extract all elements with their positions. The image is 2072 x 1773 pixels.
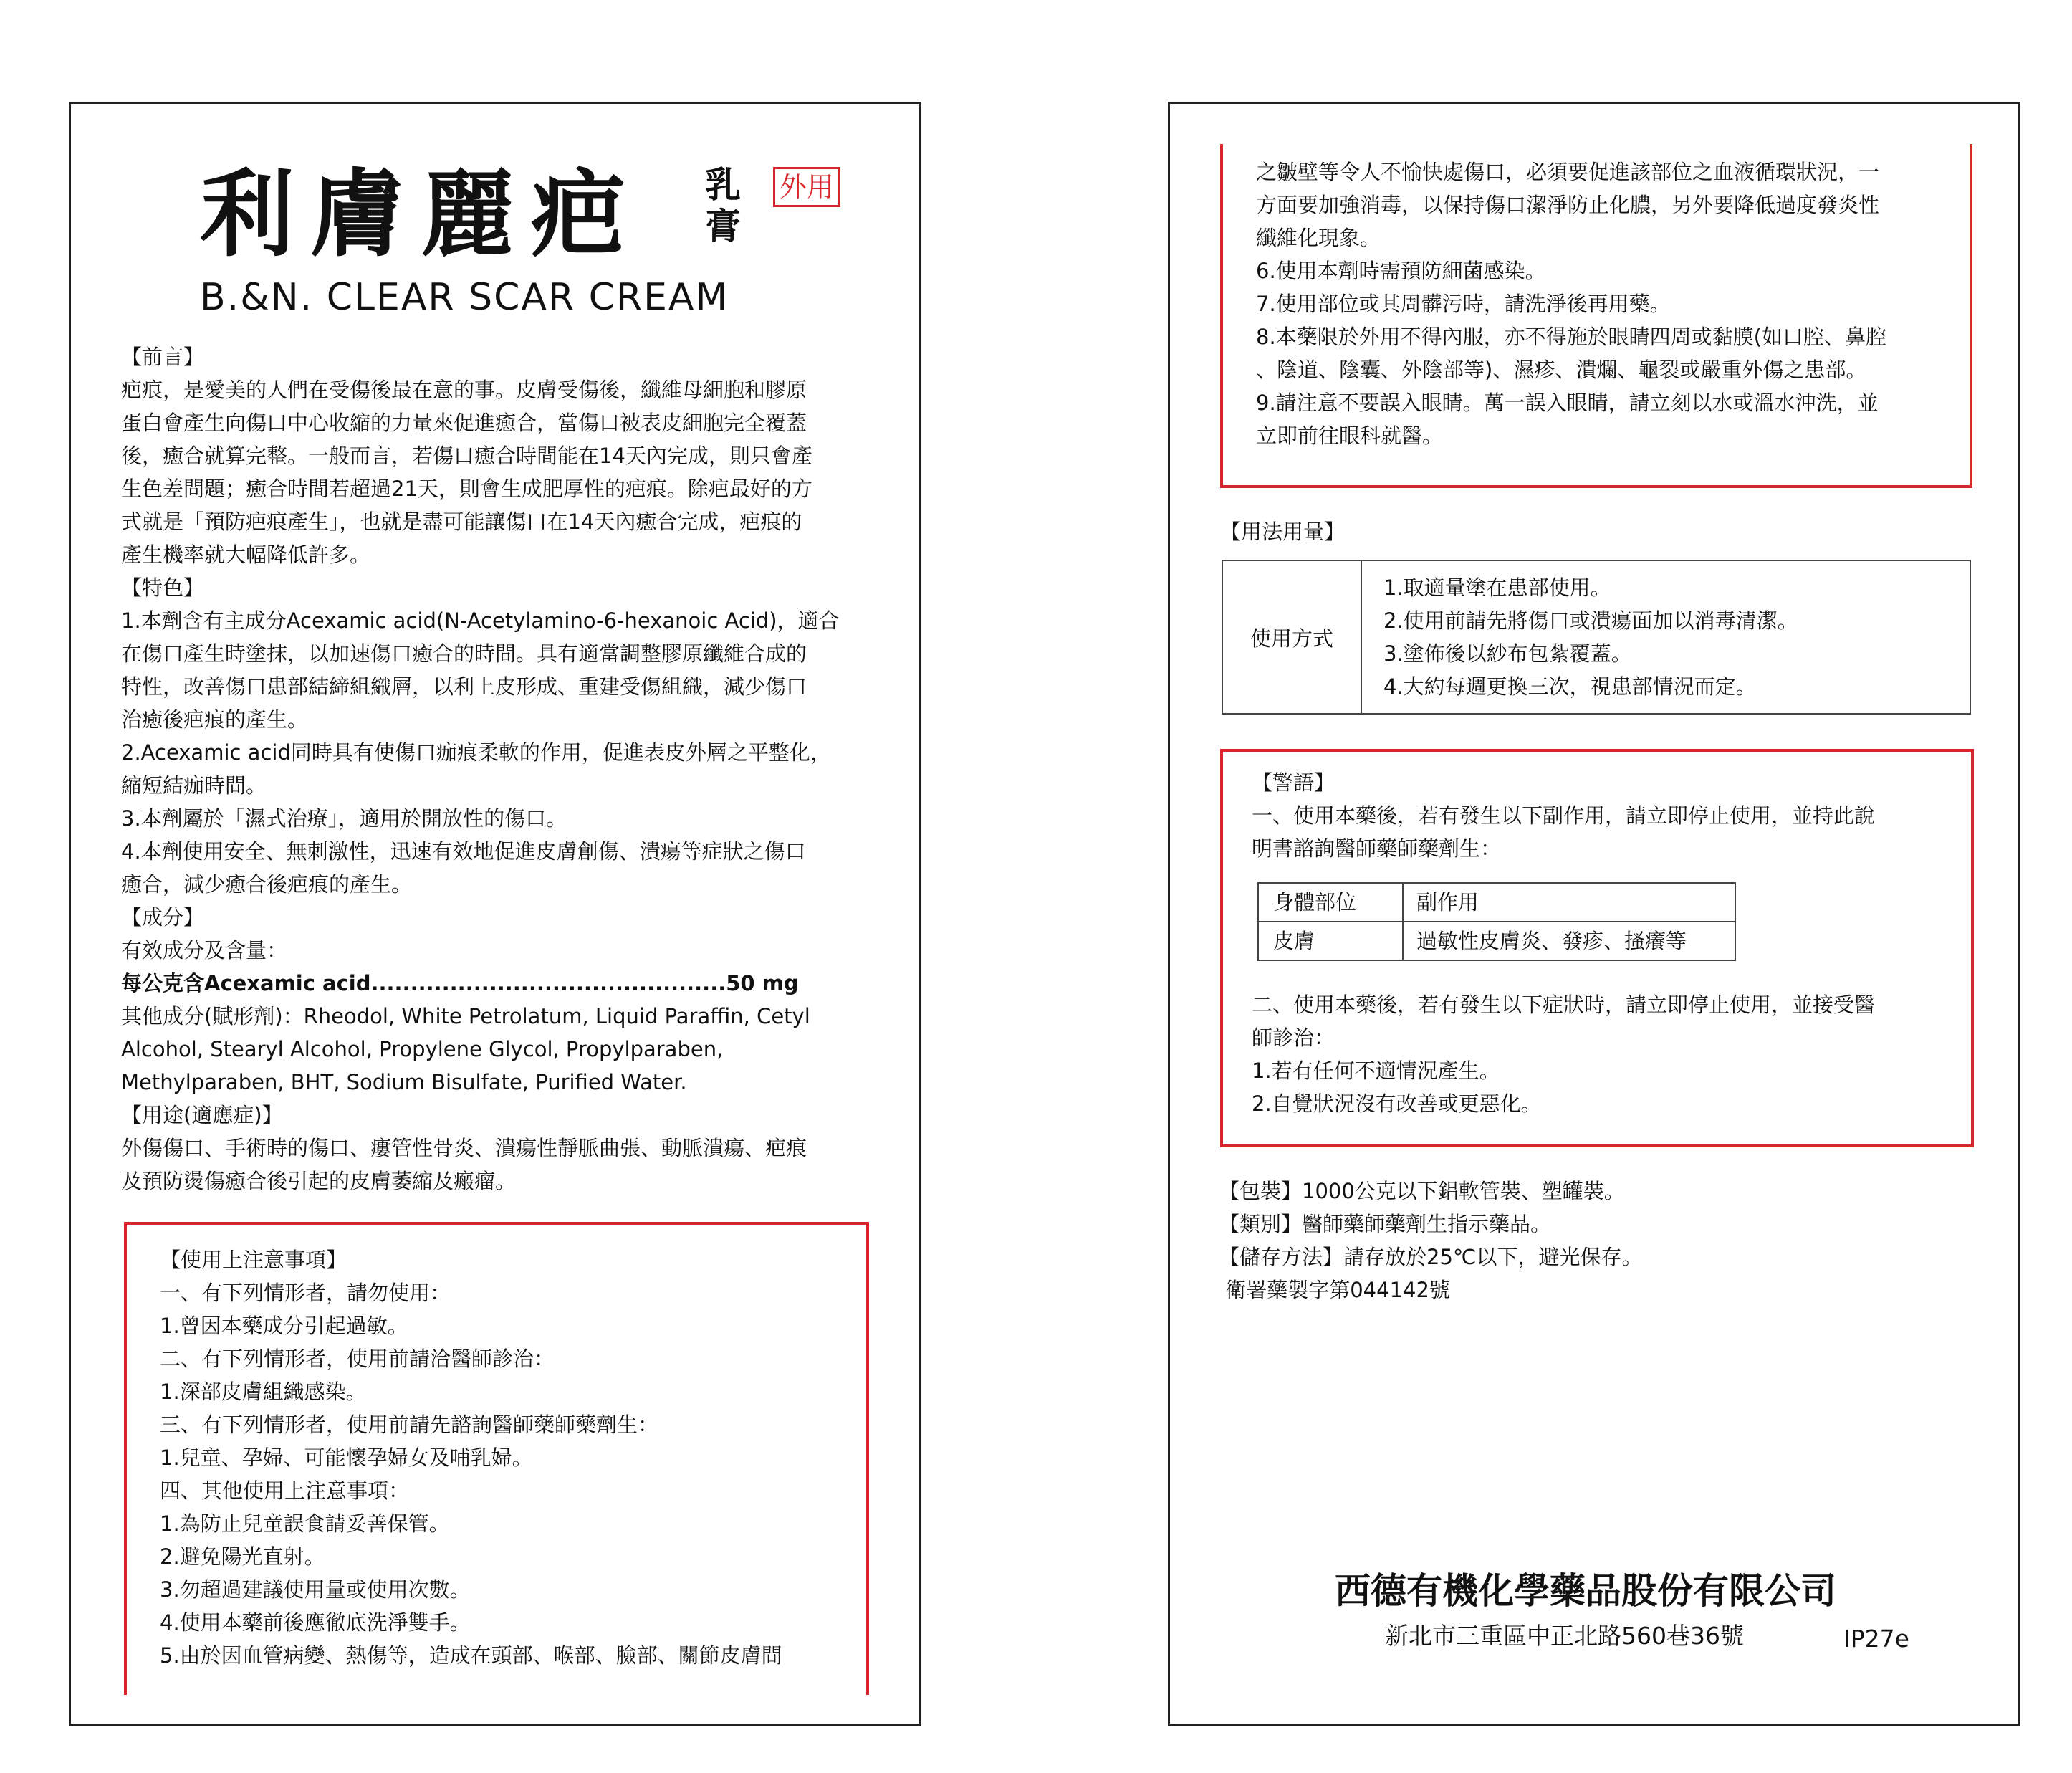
precaution-line: 4.使用本藥前後應徹底洗淨雙手。 (160, 1610, 471, 1635)
precaution-line: 一、有下列情形者，請勿使用： (160, 1281, 451, 1305)
precaution-line: 7.使用部位或其周髒污時，請洗淨後再用藥。 (1256, 292, 1671, 316)
intro-line: 後，癒合就算完整。一般而言，若傷口癒合時間能在14天內完成，則只會產 (121, 444, 812, 468)
precaution-line: 三、有下列情形者，使用前請先諮詢醫師藥師藥劑生： (160, 1413, 659, 1437)
product-form-char-1: 乳 (705, 164, 741, 206)
product-title: 利膚麗疤 (200, 160, 641, 270)
precautions-continued-text (1256, 156, 1886, 452)
warning-line: 二、使用本藥後，若有發生以下症狀時，請立即停止使用，並接受醫 (1252, 993, 1876, 1017)
precaution-line: 二、有下列情形者，使用前請洽醫師診治： (160, 1347, 555, 1371)
table-header-cell: 副作用 (1403, 883, 1735, 922)
precaution-line: 6.使用本劑時需預防細菌感染。 (1256, 259, 1546, 283)
warning-line: 1.若有任何不適情況產生。 (1252, 1058, 1500, 1083)
warning-line: 一、使用本藥後，若有發生以下副作用，請立即停止使用，並持此說 (1252, 803, 1876, 828)
feature-line: 1.本劑含有主成分Acexamic acid(N-Acetylamino-6-hexanoic Acid)，適合 (121, 608, 840, 633)
usage-item: 1.取適量塗在患部使用。 (1383, 575, 1611, 600)
company-name: 西德有機化學藥品股份有限公司 (1335, 1570, 1836, 1612)
external-use-badge: 外用 (773, 167, 840, 207)
table-cell: 皮膚 (1258, 922, 1403, 960)
usage-item: 4.大約每週更換三次，視患部情況而定。 (1383, 674, 1757, 699)
precautions-box (124, 1222, 869, 1695)
section-heading-indications: 【用途(適應症)】 (121, 1103, 283, 1127)
precaution-line: 1.兒童、孕婦、可能懷孕婦女及哺乳婦。 (160, 1445, 533, 1470)
table-cell: 過敏性皮膚炎、發疹、搔癢等 (1403, 922, 1735, 960)
feature-line: 3.本劑屬於「濕式治療」，適用於開放性的傷口。 (121, 806, 567, 831)
usage-label-cell: 使用方式 (1222, 560, 1361, 714)
precaution-line: 5.由於因血管病變、熱傷等，造成在頭部、喉部、臉部、關節皮膚間 (160, 1643, 782, 1668)
warnings-heading: 【警語】 (1252, 770, 1335, 795)
indication-line: 外傷傷口、手術時的傷口、瘻管性骨炎、潰瘍性靜脈曲張、動脈潰瘍、疤痕 (121, 1136, 807, 1160)
precaution-line: 2.避免陽光直射。 (160, 1544, 325, 1569)
packaging-line: 【包裝】1000公克以下鋁軟管裝、塑罐裝。 (1219, 1179, 1625, 1203)
warning-line: 師診治： (1252, 1026, 1335, 1050)
product-info-text (1219, 1175, 1642, 1306)
intro-line: 產生機率就大幅降低許多。 (121, 543, 371, 567)
ingredient-line: 有效成分及含量： (121, 938, 288, 962)
left-body-text (121, 340, 840, 1198)
usage-items-cell (1361, 560, 1970, 714)
table-header-cell: 身體部位 (1258, 883, 1403, 922)
feature-line: 4.本劑使用安全、無刺激性，迅速有效地促進皮膚創傷、潰瘍等症狀之傷口 (121, 839, 806, 864)
intro-line: 式就是「預防疤痕產生」，也就是盡可能讓傷口在14天內癒合完成，疤痕的 (121, 510, 802, 534)
ingredient-line: Alcohol, Stearyl Alcohol, Propylene Glycol, Propylparaben, (121, 1037, 724, 1061)
precautions-continued-box (1220, 144, 1972, 488)
indication-line: 及預防燙傷癒合後引起的皮膚萎縮及瘢瘤。 (121, 1169, 517, 1193)
license-line: 衛署藥製字第044142號 (1219, 1278, 1450, 1302)
usage-item: 3.塗佈後以紗布包紮覆蓋。 (1383, 641, 1632, 666)
table-row (1258, 922, 1735, 960)
table-header-row (1258, 883, 1735, 922)
warning-line: 明書諮詢醫師藥師藥劑生： (1252, 836, 1502, 861)
intro-line: 蛋白會產生向傷口中心收縮的力量來促進癒合，當傷口被表皮細胞完全覆蓋 (121, 411, 807, 435)
storage-line: 【儲存方法】請存放於25℃以下，避光保存。 (1219, 1245, 1643, 1269)
product-form (701, 164, 744, 247)
feature-line: 縮短結痂時間。 (121, 773, 267, 798)
right-leaflet-panel (1168, 102, 2020, 1726)
precaution-line: 1.深部皮膚組織感染。 (160, 1380, 367, 1404)
warnings-box (1220, 749, 1974, 1147)
precaution-line: 纖維化現象。 (1256, 226, 1381, 250)
intro-line: 生色差問題；癒合時間若超過21天，則會生成肥厚性的疤痕。除疤最好的方 (121, 477, 812, 501)
intro-line: 疤痕，是愛美的人們在受傷後最在意的事。皮膚受傷後，纖維母細胞和膠原 (121, 378, 807, 402)
precaution-line: 立即前往眼科就醫。 (1256, 424, 1444, 448)
precaution-line: 1.為防止兒童誤食請妥善保管。 (160, 1511, 450, 1536)
precautions-heading: 【使用上注意事項】 (160, 1248, 347, 1272)
precaution-line: 方面要加強消毒，以保持傷口潔淨防止化膿，另外要降低過度發炎性 (1256, 193, 1880, 217)
feature-line: 2.Acexamic acid同時具有使傷口痂痕柔軟的作用，促進表皮外層之平整化， (121, 740, 831, 765)
usage-table (1222, 560, 1971, 715)
precaution-line: 四、其他使用上注意事項： (160, 1478, 410, 1503)
precaution-line: 之皺壁等令人不愉快處傷口，必須要促進該部位之血液循環狀況，一 (1256, 160, 1880, 184)
left-leaflet-panel (69, 102, 921, 1726)
product-form-char-2: 膏 (705, 206, 741, 247)
precaution-line: 8.本藥限於外用不得內服，亦不得施於眼睛四周或黏膜(如口腔、鼻腔 (1256, 325, 1886, 349)
ingredient-line: Methylparaben, BHT, Sodium Bisulfate, Purified Water. (121, 1070, 687, 1094)
warning-line: 2.自覺狀況沒有改善或更惡化。 (1252, 1091, 1542, 1116)
precaution-line: 1.曾因本藥成分引起過敏。 (160, 1314, 408, 1338)
feature-line: 治癒後疤痕的產生。 (121, 707, 309, 732)
feature-line: 在傷口產生時塗抹，以加速傷口癒合的時間。具有適當調整膠原纖維合成的 (121, 641, 807, 666)
section-heading-features: 【特色】 (121, 575, 205, 600)
precaution-line: 、陰道、陰囊、外陰部等)、濕疹、潰爛、龜裂或嚴重外傷之患部。 (1256, 358, 1867, 382)
ingredient-line: 其他成分(賦形劑)：Rheodol, White Petrolatum, Liquid Paraffin, Cetyl (121, 1004, 810, 1028)
feature-line: 特性，改善傷口患部結締組織層，以利上皮形成、重建受傷組織，減少傷口 (121, 674, 807, 699)
warnings-text-1 (1252, 766, 1875, 865)
feature-line: 癒合，減少癒合後疤痕的產生。 (121, 872, 413, 897)
category-line: 【類別】醫師藥師藥劑生指示藥品。 (1219, 1212, 1552, 1236)
usage-item: 2.使用前請先將傷口或潰瘍面加以消毒清潔。 (1383, 608, 1798, 633)
warnings-text-2 (1252, 988, 1875, 1120)
precaution-line: 9.請注意不要誤入眼睛。萬一誤入眼睛，請立刻以水或溫水沖洗，並 (1256, 391, 1879, 415)
section-heading-ingredients: 【成分】 (121, 905, 205, 929)
document-code: IP27e (1843, 1625, 1909, 1653)
ingredient-line-active: 每公克含Acexamic acid.............................................50 mg (121, 971, 799, 995)
precautions-text (160, 1243, 782, 1672)
section-heading-intro: 【前言】 (121, 345, 205, 369)
section-heading-usage: 【用法用量】 (1220, 520, 1346, 544)
company-address: 新北市三重區中正北路560巷36號 (1385, 1622, 1744, 1650)
product-title-english: B.&N. CLEAR SCAR CREAM (200, 276, 729, 319)
precaution-line: 3.勿超過建議使用量或使用次數。 (160, 1577, 471, 1602)
side-effects-table (1257, 882, 1736, 961)
